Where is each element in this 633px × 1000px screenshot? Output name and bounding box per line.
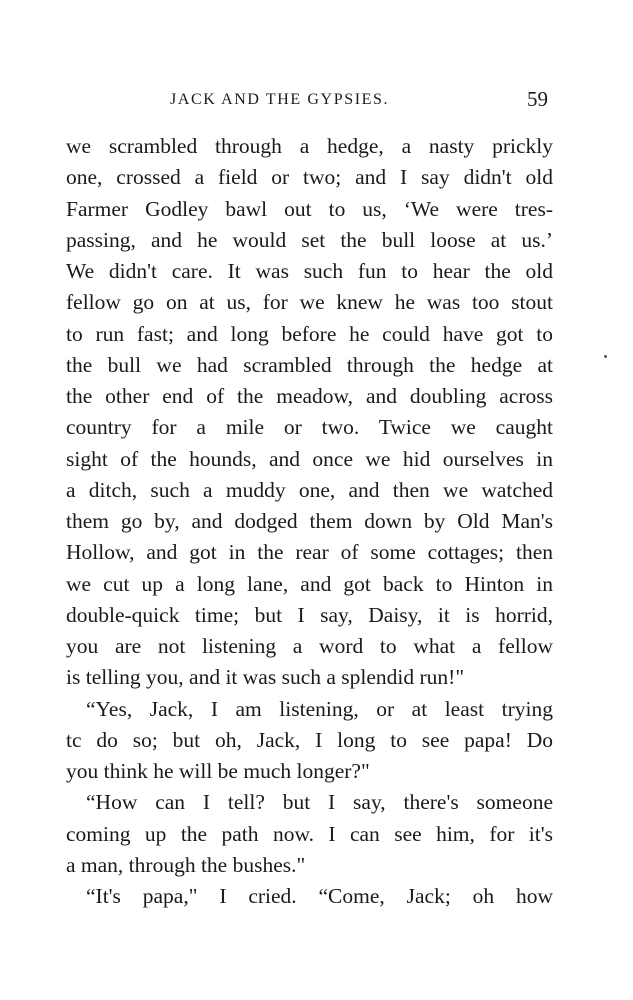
text-line: We didn't care. It was such fun to hear the old xyxy=(66,259,553,283)
text-line: we cut up a long lane, and got back to Hinton in xyxy=(66,571,553,596)
text-line: the bull we had scrambled through the hedge at xyxy=(66,352,553,377)
text-line: Farmer Godley bawl out to us, ‘We were tres- xyxy=(66,196,553,221)
page-number: 59 xyxy=(527,87,548,111)
text-line: double-quick time; but I say, Daisy, it is horrid, xyxy=(66,602,553,627)
page-header xyxy=(0,87,633,117)
text-line: them go by, and dodged them down by Old Man's xyxy=(66,509,553,533)
running-title: JACK AND THE GYPSIES. xyxy=(170,91,390,108)
body-text xyxy=(66,131,553,912)
text-line: the other end of the meadow, and doubling across xyxy=(66,384,553,408)
text-line: one, crossed a field or two; and I say didn't old xyxy=(66,165,553,190)
text-line: passing, and he would set the bull loose at us.’ xyxy=(66,227,553,252)
text-line: to run fast; and long before he could have got to xyxy=(66,321,553,346)
text-line: sight of the hounds, and once we hid ourselves in xyxy=(66,446,553,471)
text-line: you think he will be much longer?" xyxy=(66,759,370,783)
text-line: we scrambled through a hedge, a nasty prickly xyxy=(66,134,553,158)
text-line: “How can I tell? but I say, there's someone xyxy=(86,790,553,815)
text-line: fellow go on at us, for we knew he was too stout xyxy=(66,290,553,315)
text-line: a ditch, such a muddy one, and then we watched xyxy=(66,477,553,502)
text-line: coming up the path now. I can see him, for it's xyxy=(66,821,553,846)
text-line: a man, through the bushes." xyxy=(66,852,306,877)
text-line: you are not listening a word to what a fellow xyxy=(66,634,553,658)
paper-speck xyxy=(604,355,607,358)
text-line: “Yes, Jack, I am listening, or at least trying xyxy=(86,696,553,721)
text-line: is telling you, and it was such a splendid run!" xyxy=(66,665,465,690)
text-line: tc do so; but oh, Jack, I long to see papa! Do xyxy=(66,727,553,752)
text-line: country for a mile or two. Twice we caught xyxy=(66,415,553,440)
text-line: “It's papa," I cried. “Come, Jack; oh how xyxy=(86,884,553,908)
text-line: Hollow, and got in the rear of some cottages; then xyxy=(66,540,553,565)
